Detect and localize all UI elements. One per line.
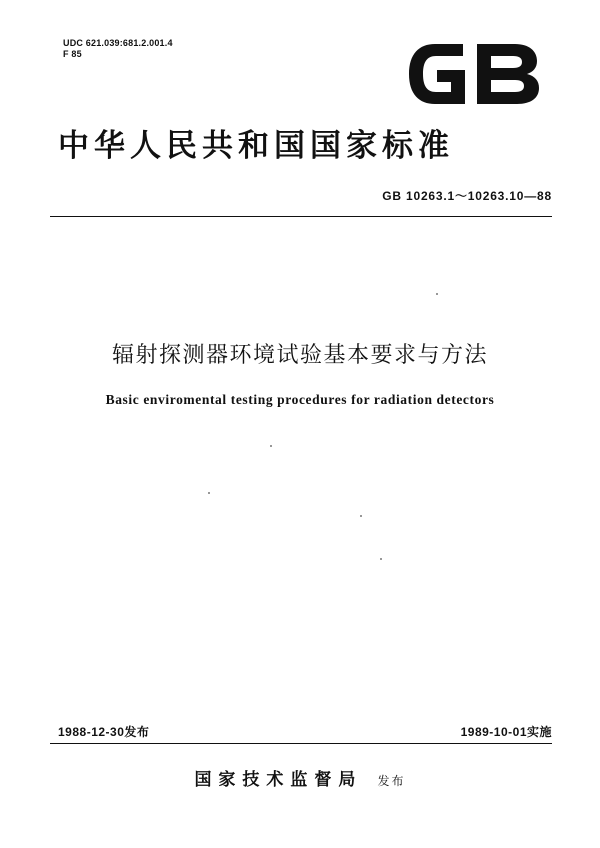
- standard-category-title: 中华人民共和国国家标准: [58, 128, 454, 164]
- publisher-line: [0, 765, 600, 790]
- gb-logo-icon: [405, 40, 543, 108]
- publisher-name: 国家技术监督局: [194, 770, 363, 790]
- effective-date: 1989-10-01实施: [460, 725, 552, 739]
- gb-logo-text: GB: [474, 106, 476, 107]
- bottom-divider: [50, 743, 552, 744]
- top-divider: [50, 216, 552, 217]
- document-title-english: Basic enviromental testing procedures for radiation detectors: [105, 392, 495, 407]
- scan-speck: [436, 293, 438, 295]
- scan-speck: [270, 445, 272, 447]
- scan-speck: [380, 558, 382, 560]
- classification-block: [63, 38, 173, 60]
- issue-date: 1988-12-30发布: [58, 725, 150, 739]
- udc-code: UDC 621.039:681.2.001.4: [63, 38, 173, 48]
- ccs-code: F 85: [63, 49, 82, 59]
- scan-speck: [208, 492, 210, 494]
- document-title-chinese: 辐射探测器环境试验基本要求与方法: [111, 343, 488, 368]
- scan-speck: [360, 515, 362, 517]
- standard-number: GB 10263.1～10263.10—88: [382, 189, 552, 203]
- publisher-action: 发布: [377, 774, 406, 788]
